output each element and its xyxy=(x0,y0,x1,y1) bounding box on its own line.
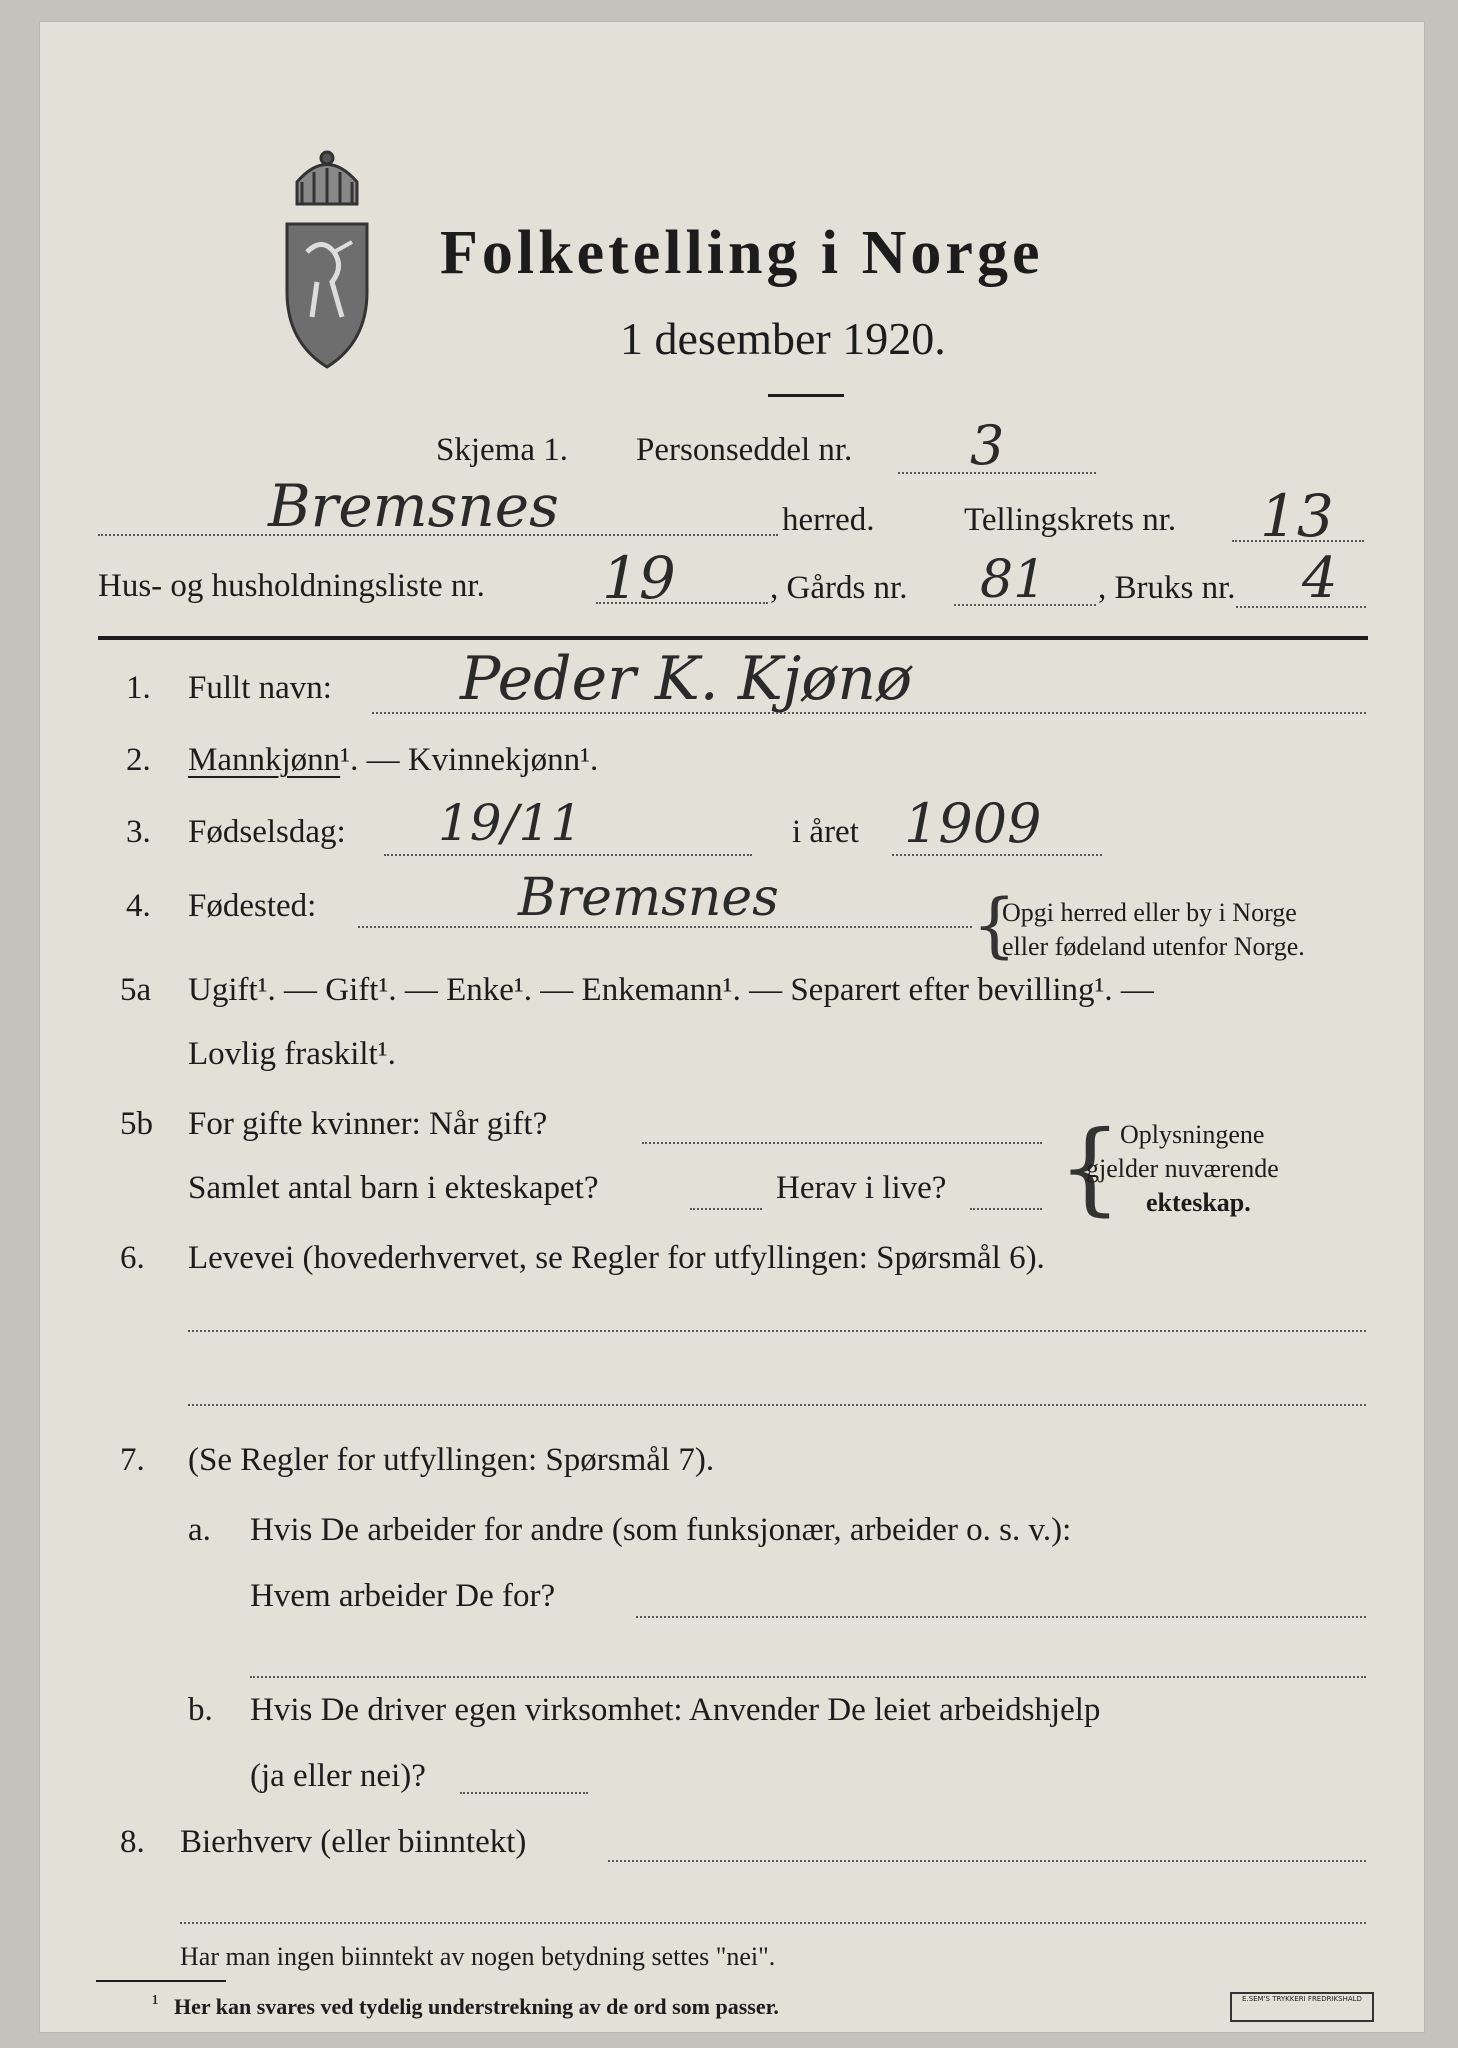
gender-option-female[interactable]: Kvinnekjønn xyxy=(407,742,581,778)
q6-number: 6. xyxy=(120,1240,145,1276)
q4-note-line2: eller fødeland utenfor Norge. xyxy=(1002,932,1305,961)
gender-option-male[interactable]: Mannkjønn xyxy=(188,742,341,778)
q1-number: 1. xyxy=(126,670,151,706)
q5b-note3: ekteskap. xyxy=(1146,1188,1251,1217)
q5b-line2a: Samlet antal barn i ekteskapet? xyxy=(188,1170,599,1206)
q4-brace: { xyxy=(972,884,1017,966)
q6-label: Levevei (hovederhvervet, se Regler for utfyllingen: Spørsmål 6). xyxy=(188,1240,1045,1276)
q7b-number: b. xyxy=(188,1692,213,1728)
q6-field-line2 xyxy=(188,1404,1366,1406)
q7a-line2: Hvem arbeider De for? xyxy=(250,1578,556,1614)
full-name-value[interactable]: Peder K. Kjønø xyxy=(460,644,913,714)
q8-field-line2 xyxy=(180,1922,1366,1924)
q5b-married-field-line xyxy=(642,1142,1042,1144)
q7a-number: a. xyxy=(188,1512,211,1548)
q3-year-label: i året xyxy=(792,814,859,850)
tellingskrets-value[interactable]: 13 xyxy=(1260,482,1334,550)
title-divider xyxy=(768,394,844,397)
gender-end: ¹. xyxy=(580,742,599,778)
q5b-brace: { xyxy=(1058,1109,1122,1226)
header-divider xyxy=(98,636,1368,640)
tellingskrets-label: Tellingskrets nr. xyxy=(964,502,1177,538)
q7a-field-line1 xyxy=(636,1616,1366,1618)
marital-status-options[interactable]: Ugift¹. — Gift¹. — Enke¹. — Enkemann¹. — Separert efter bevilling¹. — xyxy=(188,972,1154,1008)
q5b-children-field-line xyxy=(690,1208,762,1210)
q1-label: Fullt navn: xyxy=(188,670,332,706)
q7a-field-line2 xyxy=(250,1676,1366,1678)
q4-note-line1: Opgi herred eller by i Norge xyxy=(1002,898,1297,927)
q5b-alive-field-line xyxy=(970,1208,1042,1210)
q8-field-line1 xyxy=(608,1860,1366,1862)
q5b-number: 5b xyxy=(120,1106,153,1142)
q7-number: 7. xyxy=(120,1442,145,1478)
bruks-value[interactable]: 4 xyxy=(1302,546,1338,611)
gards-value[interactable]: 81 xyxy=(980,550,1047,610)
income-note: Har man ingen biinntekt av nogen betydning settes "nei". xyxy=(180,1942,776,1971)
q5b-note2: gjelder nuværende xyxy=(1086,1154,1279,1183)
q4-number: 4. xyxy=(126,888,151,924)
q5b-line1: For gifte kvinner: Når gift? xyxy=(188,1106,548,1142)
q8-label: Bierhverv (eller biinntekt) xyxy=(180,1824,527,1860)
footnote-text: Her kan svares ved tydelig understrekning av de ord som passer. xyxy=(174,1994,779,2019)
q7b-field-line xyxy=(460,1792,588,1794)
personseddel-label: Personseddel nr. xyxy=(636,432,853,468)
q4-label: Fødested: xyxy=(188,888,317,924)
q5a-number: 5a xyxy=(120,972,152,1008)
q2-number: 2. xyxy=(126,742,151,778)
q8-number: 8. xyxy=(120,1824,145,1860)
q3-day-field-line xyxy=(384,854,752,856)
birthplace-value[interactable]: Bremsnes xyxy=(518,868,779,928)
gards-label: , Gårds nr. xyxy=(770,570,908,606)
hus-label: Hus- og husholdningsliste nr. xyxy=(98,568,485,604)
herred-value[interactable]: Bremsnes xyxy=(268,472,559,540)
census-date: 1 desember 1920. xyxy=(620,313,946,364)
q7b-line1: Hvis De driver egen virksomhet: Anvender De leiet arbeidshjelp xyxy=(250,1692,1101,1728)
q7b-line2: (ja eller nei)? xyxy=(250,1758,426,1794)
hus-value[interactable]: 19 xyxy=(602,544,676,612)
marital-status-divorced[interactable]: Lovlig fraskilt¹. xyxy=(188,1036,396,1072)
herred-label: herred. xyxy=(782,502,875,538)
q3-number: 3. xyxy=(126,814,151,850)
q7a-line1: Hvis De arbeider for andre (som funksjonær, arbeider o. s. v.): xyxy=(250,1512,1072,1548)
bruks-label: , Bruks nr. xyxy=(1098,570,1236,606)
q5b-note1: Oplysningene xyxy=(1120,1120,1265,1149)
bruks-field-line xyxy=(1236,606,1366,608)
birth-year-value[interactable]: 1909 xyxy=(904,792,1042,855)
census-form-sheet xyxy=(40,22,1424,2032)
gender-separator: ¹. — xyxy=(340,742,408,778)
q2-options xyxy=(188,742,598,779)
footnote-mark: ¹ xyxy=(152,1990,159,2015)
q7-label: (Se Regler for utfyllingen: Spørsmål 7). xyxy=(188,1442,715,1478)
footnote-divider xyxy=(96,1980,226,1982)
norwegian-coat-of-arms-icon xyxy=(272,142,382,372)
q6-field-line1 xyxy=(188,1330,1366,1332)
personseddel-value[interactable]: 3 xyxy=(970,414,1005,477)
form-title: Folketelling i Norge xyxy=(440,219,1044,287)
printer-stamp: E.SEM'S TRYKKERI FREDRIKSHALD xyxy=(1230,1992,1374,2022)
q3-label: Fødselsdag: xyxy=(188,814,346,850)
birthday-value[interactable]: 19/11 xyxy=(438,794,583,852)
schema-label: Skjema 1. xyxy=(436,432,568,468)
q5b-line2b: Herav i live? xyxy=(776,1170,947,1206)
